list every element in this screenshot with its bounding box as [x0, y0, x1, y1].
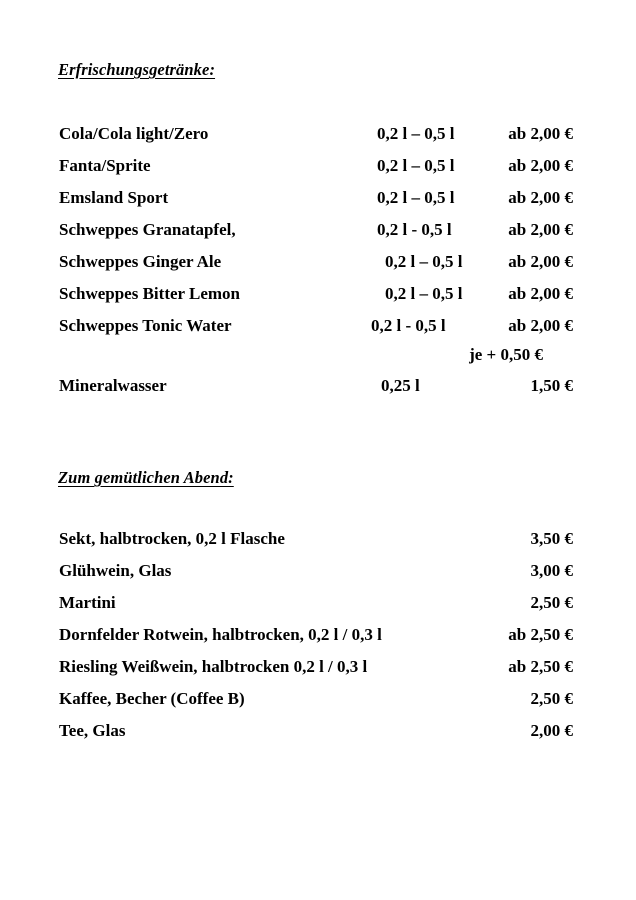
menu-row-sekt — [59, 529, 573, 555]
item-label: Fanta/Sprite — [59, 156, 151, 175]
menu-row-schweppes-ginger-ale — [59, 252, 573, 278]
menu-row-dornfelder-rotwein — [59, 625, 573, 651]
item-price: 2,50 € — [530, 689, 573, 708]
item-label: Schweppes Ginger Ale — [59, 252, 222, 271]
section-heading-refreshments: Erfrischungsgetränke: — [58, 60, 216, 79]
menu-row-gluehwein — [59, 561, 573, 587]
section-heading-evening: Zum gemütlichen Abend: — [58, 468, 234, 487]
item-label: Dornfelder Rotwein, halbtrocken, 0,2 l / 0,3 l — [59, 625, 382, 644]
item-price: ab 2,00 € — [508, 316, 573, 335]
item-label: Schweppes Tonic Water — [59, 316, 232, 335]
menu-row-schweppes-bitter-lemon — [59, 284, 573, 310]
item-label: Martini — [59, 593, 116, 612]
item-price: ab 2,00 € — [508, 188, 573, 207]
menu-row-cola — [59, 124, 573, 150]
item-price: 2,00 € — [530, 721, 573, 740]
item-volume: 0,2 l – 0,5 l — [385, 284, 463, 303]
item-label: Emsland Sport — [59, 188, 169, 207]
menu-row-schweppes-tonic-water — [59, 316, 573, 342]
item-label: Schweppes Bitter Lemon — [59, 284, 241, 303]
item-price: 3,50 € — [530, 529, 573, 548]
item-price: ab 2,00 € — [508, 220, 573, 239]
item-volume: 0,25 l — [381, 376, 420, 395]
item-label: Kaffee, Becher (Coffee B) — [59, 689, 245, 708]
item-price: ab 2,00 € — [508, 124, 573, 143]
menu-row-schweppes-granatapfel — [59, 220, 573, 246]
item-volume: 0,2 l – 0,5 l — [377, 156, 455, 175]
item-label: Schweppes Granatapfel, — [59, 220, 236, 239]
item-price: ab 2,50 € — [508, 657, 573, 676]
item-label: Tee, Glas — [59, 721, 126, 740]
item-price: 2,50 € — [530, 593, 573, 612]
item-price: 1,50 € — [530, 376, 573, 395]
item-label: Sekt, halbtrocken, 0,2 l Flasche — [59, 529, 285, 548]
item-volume: 0,2 l – 0,5 l — [377, 124, 455, 143]
item-label: Glühwein, Glas — [59, 561, 172, 580]
menu-row-martini — [59, 593, 573, 619]
item-price: ab 2,00 € — [508, 284, 573, 303]
item-label: Mineralwasser — [59, 376, 167, 395]
menu-row-emsland-sport — [59, 188, 573, 214]
item-price: ab 2,50 € — [508, 625, 573, 644]
menu-row-tee — [59, 721, 573, 747]
menu-row-mineralwasser — [59, 376, 573, 402]
menu-row-kaffee — [59, 689, 573, 715]
menu-row-riesling-weisswein — [59, 657, 573, 683]
item-volume: 0,2 l – 0,5 l — [385, 252, 463, 271]
item-price: ab 2,00 € — [508, 156, 573, 175]
item-label: Riesling Weißwein, halbtrocken 0,2 l / 0,3 l — [59, 657, 368, 676]
item-volume: 0,2 l – 0,5 l — [377, 188, 455, 207]
item-volume: 0,2 l - 0,5 l — [377, 220, 452, 239]
surcharge-note: je + 0,50 € — [469, 345, 543, 364]
item-price: ab 2,00 € — [508, 252, 573, 271]
menu-row-fanta-sprite — [59, 156, 573, 182]
item-price: 3,00 € — [530, 561, 573, 580]
item-label: Cola/Cola light/Zero — [59, 124, 209, 143]
item-volume: 0,2 l - 0,5 l — [371, 316, 446, 335]
